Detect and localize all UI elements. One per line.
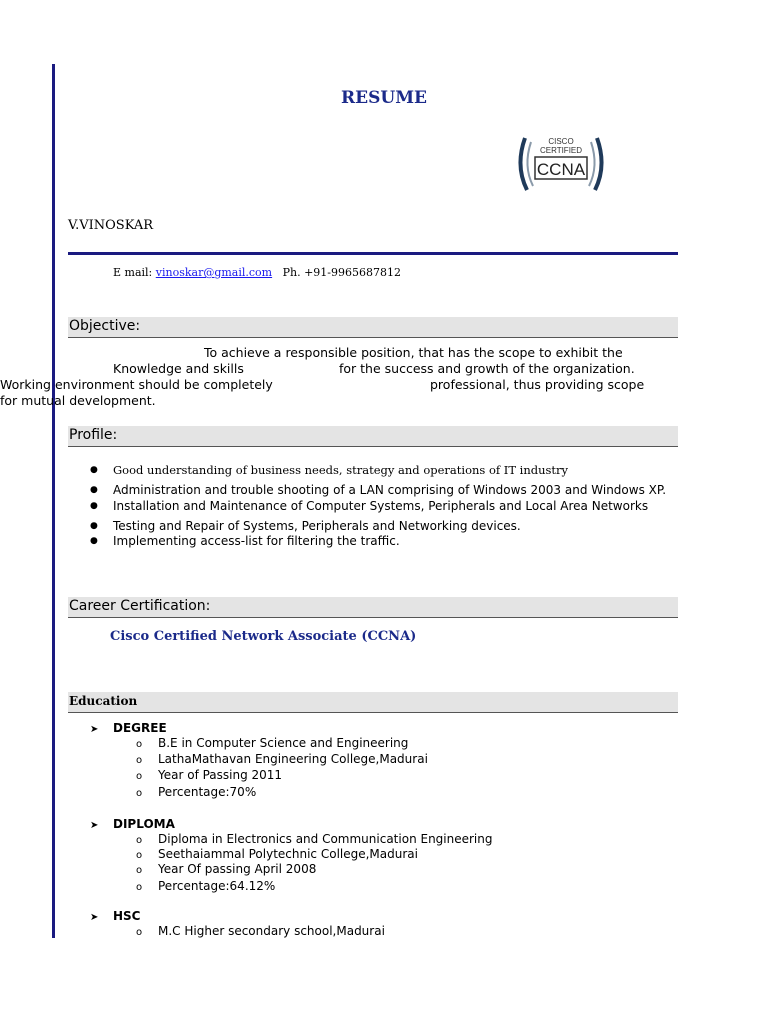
arrow-bullet-icon: ➤ <box>90 912 99 923</box>
career-heading: Career Certification: <box>69 598 211 614</box>
objective-section-bar <box>68 317 678 338</box>
profile-section-bar <box>68 426 678 447</box>
list-item <box>136 752 428 766</box>
objective-line-5: professional, thus providing scope <box>430 377 645 392</box>
list-item <box>136 736 408 750</box>
objective-line-6: for mutual development. <box>0 393 156 408</box>
list-item <box>136 768 282 782</box>
list-item-text: M.C Higher secondary school,Madurai <box>158 924 385 938</box>
logo-text-ccna: CCNA <box>536 160 586 179</box>
list-item: ● Testing and Repair of Systems, Peripherals and Networking devices. <box>90 519 680 533</box>
circle-bullet-icon: o <box>136 927 143 938</box>
objective-line-3: for the success and growth of the organization. <box>339 361 635 376</box>
list-item: ● Good understanding of business needs, strategy and operations of IT industry <box>90 463 680 477</box>
name-divider <box>68 252 678 255</box>
list-item <box>136 785 256 799</box>
list-item <box>136 924 385 938</box>
objective-heading: Objective: <box>69 318 141 334</box>
list-item: ● Installation and Maintenance of Computer Systems, Peripherals and Local Area Networks <box>90 499 680 513</box>
candidate-name: V.VINOSKAR <box>68 218 154 233</box>
education-diploma-heading <box>90 817 175 831</box>
logo-text-certified: CERTIFIED <box>539 146 583 155</box>
arrow-bullet-icon: ➤ <box>90 820 99 831</box>
circle-bullet-icon: o <box>136 882 143 893</box>
list-item-text: B.E in Computer Science and Engineering <box>158 736 409 750</box>
profile-list <box>90 463 680 548</box>
list-item-text: Year of Passing 2011 <box>158 768 283 782</box>
circle-bullet-icon: o <box>136 865 143 876</box>
diploma-label: DIPLOMA <box>113 817 175 831</box>
contact-line <box>113 266 401 279</box>
list-item-text: LathaMathavan Engineering College,Madurai <box>158 752 428 766</box>
profile-heading: Profile: <box>69 427 118 443</box>
career-section-bar <box>68 597 678 618</box>
education-heading: Education <box>69 694 138 708</box>
list-item-text: Year Of passing April 2008 <box>158 862 317 876</box>
objective-line-4: Working environment should be completely <box>0 377 273 392</box>
list-item <box>136 832 492 846</box>
education-section-bar <box>68 692 678 713</box>
circle-bullet-icon: o <box>136 788 143 799</box>
circle-bullet-icon: o <box>136 755 143 766</box>
education-degree-heading <box>90 721 167 735</box>
hsc-label: HSC <box>113 909 141 923</box>
circle-bullet-icon: o <box>136 739 143 750</box>
email-link[interactable]: vinoskar@gmail.com <box>155 266 273 279</box>
circle-bullet-icon: o <box>136 835 143 846</box>
left-margin-rule <box>52 64 55 938</box>
circle-bullet-icon: o <box>136 771 143 782</box>
education-hsc-heading <box>90 909 141 923</box>
list-item-text: Diploma in Electronics and Communication Engineering <box>158 832 493 846</box>
arrow-bullet-icon: ➤ <box>90 724 99 735</box>
page-title: RESUME <box>341 88 427 108</box>
list-item-text: Seethaiammal Polytechnic College,Madurai <box>158 847 418 861</box>
degree-label: DEGREE <box>113 721 167 735</box>
list-item: ● Administration and trouble shooting of a LAN comprising of Windows 2003 and Windows XP. <box>90 483 680 497</box>
list-item: ● Implementing access-list for filtering the traffic. <box>90 534 680 548</box>
list-item-text: Percentage:64.12% <box>158 879 276 893</box>
list-item <box>136 879 275 893</box>
ccna-certification: Cisco Certified Network Associate (CCNA) <box>110 629 417 644</box>
circle-bullet-icon: o <box>136 850 143 861</box>
email-label: E mail: <box>113 266 153 279</box>
objective-line-2: Knowledge and skills <box>113 361 244 376</box>
objective-line-1: To achieve a responsible position, that has the scope to exhibit the <box>204 345 623 360</box>
phone-number: Ph. +91-9965687812 <box>282 266 402 279</box>
logo-text-cisco: CISCO <box>548 137 574 146</box>
list-item <box>136 847 418 861</box>
list-item <box>136 862 316 876</box>
list-item-text: Percentage:70% <box>158 785 257 799</box>
ccna-logo <box>515 128 607 204</box>
